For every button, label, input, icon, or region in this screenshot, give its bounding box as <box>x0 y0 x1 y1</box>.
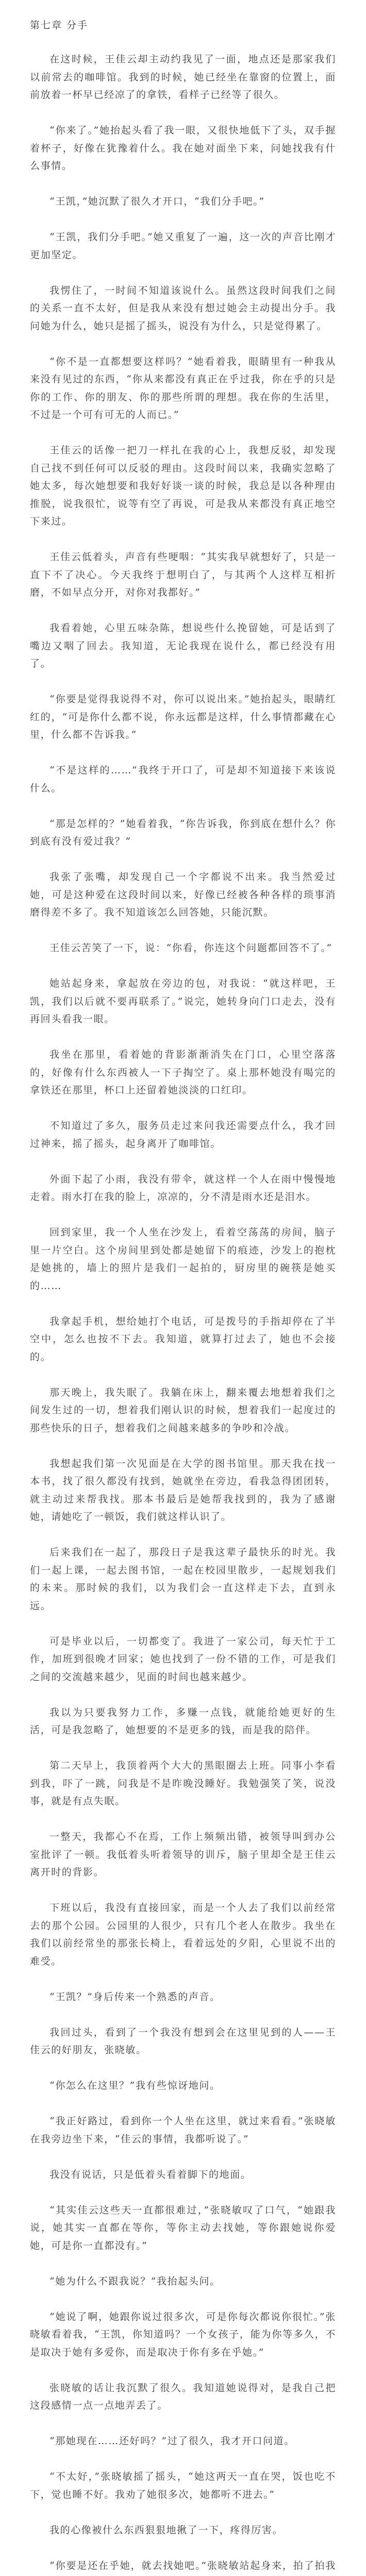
body-paragraph: “那她现在……还好吗？”过了很久，我才开口问道。 <box>49 2435 295 2447</box>
body-paragraph: 回到家里，我一个人坐在沙发上，看着空荡荡的房间，脑子里一片空白。这个房间里到处都是她留下的痕迹，沙发上的抱枕是她挑的，墙上的照片是我们一起拍的，厨房里的碗筷是她买的…… <box>30 1227 336 1292</box>
body-paragraph: “不太好，”张晓敏摇了摇头，“她这两天一直在哭，饭也吃不下，觉也睡不好。我劝了她很多次，她都听不进去。” <box>30 2471 336 2500</box>
body-paragraph: 下班以后，我没有直接回家，而是一个人去了我们以前经常去的那个公园。公园里的人很少，只有几个老人在散步。我坐在我们以前经常坐的那张长椅上，看着远处的夕阳，心里说不出的难受。 <box>30 1902 336 1967</box>
body-paragraph: 第二天早上，我顶着两个大大的黑眼圈去上班。同事小李看到我，吓了一跳，问我是不是昨晚没睡好。我勉强笑了笑，说没事，就是有点失眠。 <box>30 1760 336 1807</box>
body-paragraph: 我张了张嘴，却发现自己一个字都说不出来。我当然爱过她，可是这种爱在这段时间以来，好像已经被各种各样的琐事消磨得差不多了。我不知道该怎么回答她，只能沉默。 <box>30 871 336 918</box>
body-paragraph: “我正好路过，看到你一个人坐在这里，就过来看看。”张晓敏在我旁边坐下来，“佳云的事情，我都听说了。” <box>30 2115 336 2145</box>
body-paragraph: “王凯，”她沉默了很久才开口，“我们分手吧。” <box>49 196 265 207</box>
body-paragraph: 我坐在那里，看着她的背影渐渐消失在门口，心里空落落的，好像有什么东西被人一下子掏空了。桌上那杯她没有喝完的拿铁还在那里，杯口上还留着她淡淡的口红印。 <box>30 1049 336 1096</box>
body-paragraph: “你来了。”她抬起头看了我一眼，又很快地低下了头，双手握着杯子，好像在犹豫着什么。我在她对面坐下来，问她找我有什么事情。 <box>30 125 336 172</box>
body-paragraph: 我想起我们第一次见面是在大学的图书馆里。那天我在找一本书，找了很久都没有找到，她就坐在旁边，看我急得团团转，就主动过来帮我找。那本书最后是她帮我找到的，我为了感谢她，请她吃了一顿饭，我们就这样认识了。 <box>30 1458 336 1522</box>
body-paragraph: 在这时候，王佳云却主动约我见了一面，地点还是那家我们以前常去的咖啡馆。我到的时候，她已经坐在靠窗的位置上，面前放着一杯早已经凉了的拿铁，看样子已经等了很久。 <box>30 54 336 100</box>
body-paragraph: “你不是一直都想要这样吗？”她看着我，眼睛里有一种我从来没有见过的东西，“你从来都没有真正在乎过我，你在乎的只是你的工作、你的朋友、你的那些所谓的理想。我在你的生活里，不过是一个可有可无的人而已。” <box>30 355 336 420</box>
body-paragraph: 我回过头，看到了一个我没有想到会在这里见到的人——王佳云的好朋友，张晓敏。 <box>30 2026 336 2056</box>
body-paragraph: 外面下起了小雨，我没有带伞，就这样一个人在雨中慢慢地走着。雨水打在我的脸上，凉凉的，分不清是雨水还是泪水。 <box>30 1173 336 1202</box>
body-paragraph: “其实佳云这些天一直都很难过，”张晓敏叹了口气，“她跟我说，她其实一直都在等你，等你主动去找她，等你跟她说你爱她，可是你一直都没有。” <box>30 2204 336 2251</box>
body-paragraph: 王佳云低着头，声音有些哽咽：“其实我早就想好了，只是一直下不了决心。今天我终于想明白了，与其两个人这样互相折磨，不如早点分开，对你对我都好。” <box>30 551 336 598</box>
body-paragraph: 我没有说话，只是低着头看着脚下的地面。 <box>49 2168 252 2180</box>
body-paragraph: “她说了啊，她跟你说过很多次，可是你每次都说你很忙。”张晓敏看着我，“王凯，你知道吗？一个女孩子，能为你等多久，不是取决于她有多爱你，而是取决于你有多在乎她。” <box>30 2311 336 2358</box>
body-paragraph: “你要是觉得我说得不对，你可以说出来。”她抬起头，眼睛红红的，“可是你什么都不说，你永远都是这样，什么事情都藏在心里，什么都不告诉我。” <box>30 693 336 740</box>
body-paragraph: 张晓敏的话让我沉默了很久。我知道她说得对，是我自己把这段感情一点一点地弄丢了。 <box>30 2382 336 2411</box>
body-paragraph: “你怎么在这里？”我有些惊讶地问。 <box>49 2080 221 2091</box>
body-paragraph: 王佳云的话像一把刀一样扎在我的心上，我想反驳，却发现自己找不到任何可以反驳的理由。这段时间以来，我确实忽略了她太多，每次她想要和我好好谈一谈的时候，我总是以各种理由推脱，说我很忙，说等有空了再说，可是我从来都没有真正地空下来过。 <box>30 445 336 527</box>
body-paragraph: 可是毕业以后，一切都变了。我进了一家公司，每天忙于工作，加班到很晚才回家；她也找到了一份不错的工作，可是我们之间的交流越来越少，见面的时间也越来越少。 <box>30 1635 336 1683</box>
body-paragraph: “王凯，我们分手吧。”她又重复了一遍，这一次的声音比刚才更加坚定。 <box>30 231 336 261</box>
body-paragraph: 我愣住了，一时间不知道该说什么。虽然这段时间我们之间的关系一直不太好，但是我从来没有想过她会主动提出分手。我问她为什么，她只是摇了摇头，说没有为什么，只是觉得累了。 <box>30 284 336 332</box>
body-paragraph: 她站起身来，拿起放在旁边的包，对我说：“就这样吧，王凯，我们以后就不要再联系了。”说完，她转身向门口走去，没有再回头看我一眼。 <box>30 978 336 1025</box>
body-paragraph: “你要是还在乎她，就去找她吧。”张晓敏站起身来，拍了拍我 <box>49 2560 336 2571</box>
body-paragraph: 一整天，我都心不在焉，工作上频频出错，被领导叫到办公室批评了一顿。我低着头听着领导的训斥，脑子里却全是王佳云离开时的背影。 <box>30 1831 336 1878</box>
body-paragraph: “不是这样的……”我终于开口了，可是却不知道接下来该说什么。 <box>30 765 336 794</box>
body-paragraph: “她为什么不跟我说？”我抬起头问。 <box>49 2275 221 2287</box>
body-paragraph: 那天晚上，我失眠了。我躺在床上，翻来覆去地想着我们之间发生过的一切，想着我们刚认识的时候，想着我们一起度过的那些快乐的日子，想着我们之间越来越多的争吵和冷战。 <box>30 1386 336 1434</box>
body-paragraph: 后来我们在一起了，那段日子是我这辈子最快乐的时光。我们一起上课，一起去图书馆，一起在校园里散步，一起规划我们的未来。那时候的我们，以为我们会一直这样走下去，直到永远。 <box>30 1547 336 1612</box>
chapter-body <box>30 50 336 2576</box>
body-paragraph: “那是怎样的？”她看着我，“你告诉我，你到底在想什么？你到底有没有爱过我？” <box>30 818 336 847</box>
body-paragraph: 不知道过了多久，服务员走过来问我还需要点什么，我才回过神来，摇了摇头，起身离开了咖啡馆。 <box>30 1120 336 1149</box>
body-paragraph: 我拿起手机，想给她打个电话，可是拨号的手指却停在了半空中，怎么也按不下去。我知道，就算打过去了，她也不会接的。 <box>30 1315 336 1363</box>
body-paragraph: “王凯？”身后传来一个熟悉的声音。 <box>49 1991 221 2003</box>
body-paragraph: 我的心像被什么东西狠狠地揪了一下，疼得厉害。 <box>49 2524 284 2536</box>
body-paragraph: 我看着她，心里五味杂陈，想说些什么挽留她，可是话到了嘴边又咽了回去。我知道，无论我现在说什么，都已经没有用了。 <box>30 622 336 669</box>
body-paragraph: 王佳云苦笑了一下，说：“你看，你连这个问题都回答不了。” <box>49 942 332 954</box>
chapter-title: 第七章 分手 <box>30 20 89 31</box>
body-paragraph: 我以为只要我努力工作，多赚一点钱，就能给她更好的生活，可是我忽略了，她想要的不是更多的钱，而是我的陪伴。 <box>30 1706 336 1736</box>
